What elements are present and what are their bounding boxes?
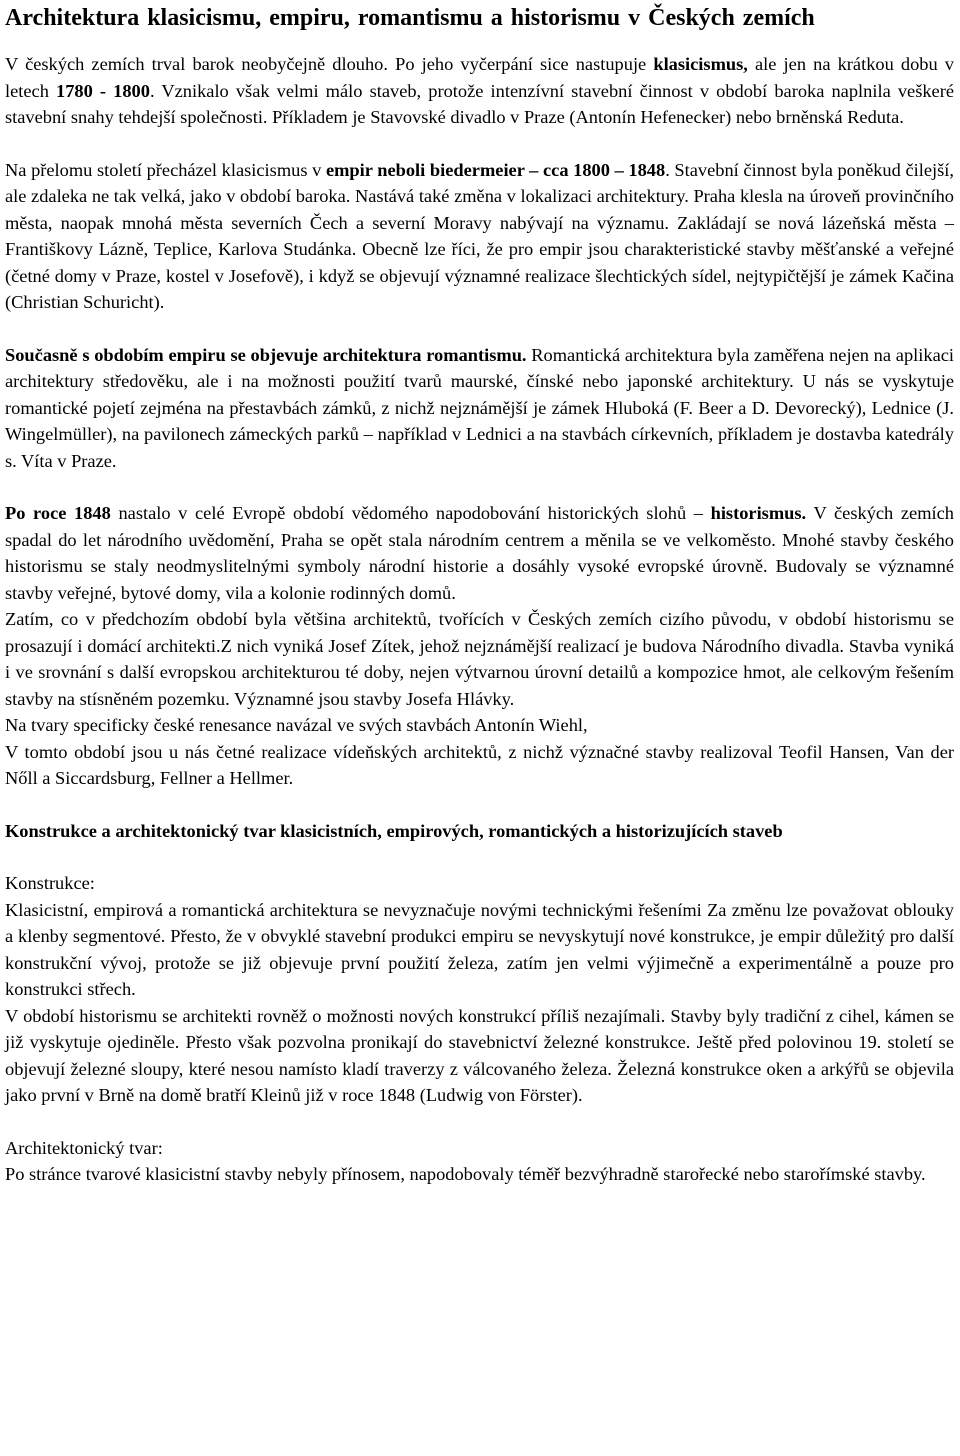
text: nastalo v celé Evropě období vědomého napodobování historických slohů – xyxy=(110,503,711,523)
bold-text: empir neboli biedermeier – cca 1800 – 1848 xyxy=(325,159,666,180)
text: V českých zemích trval barok neobyčejně dlouho. Po jeho vyčerpání sice nastupuje xyxy=(5,54,654,74)
text: . Stavební činnost byla poněkud čilejší, ale zdaleka ne tak velká, jako v období baroka. Nastává také změna v lokalizaci architektury. Praha klesla na úroveň provinčního města, naopak mnohá města severních Čech a severní Moravy nabývají na významu. Zakládají se nová lázeňská města – Františkovy Lázně, Teplice, Karlova Studánka. Obecně lze říci, že pro empir jsou charakteristické stavby měšťanské a veřejné (četné domy v Praze, kostel v Josefově), i když se objevují významné realizace šlechtických sídel, nejtypičtější je zámek Kačina (Christian Schuricht). xyxy=(5,159,954,312)
section-heading-text: Konstrukce a architektonický tvar klasicistních, empirových, romantických a historizujících staveb xyxy=(5,820,783,841)
paragraph-historismus xyxy=(5,500,954,606)
paragraph-wiehl: Na tvary specificky české renesance navázal ve svých stavbách Antonín Wiehl, xyxy=(5,715,588,735)
text: V českých zemích spadal do let národního uvědomění, Praha se opět stala národním centrem a měnila se ve velkoměsto. Mnohé stavby českého historismu se staly neodmyslitelnými symboly národní historie a dosáhly vysoké evropské úrovně. Budovaly se významné stavby veřejné, bytové domy, vila a kolonie rodinných domů. xyxy=(5,503,954,603)
paragraph-empir xyxy=(5,157,954,316)
paragraph-konstrukce-historismus: V období historismu se architekti rovněž o možnosti nových konstrukcí příliš nezajímali. Stavby byly tradiční z cihel, kámen se již vyskytuje ojediněle. Přesto však pozvolna pronikají do stavebnictví železné konstrukce. Ještě před polovinou 19. století se objevují železné sloupy, které nesou namísto kladí traverzy z válcovaného železa. Železná konstrukce oken a arkýřů se objevila jako první v Brně na domě bratří Kleinů již v roce 1848 (Ludwig von Förster). xyxy=(5,1005,954,1105)
bold-text: Po roce 1848 xyxy=(5,503,111,523)
bold-text: klasicismus, xyxy=(653,54,748,74)
text: ale jen na krátkou dobu v letech xyxy=(5,54,954,101)
subheading-konstrukce: Konstrukce: xyxy=(5,873,95,893)
paragraph-romantismus xyxy=(5,342,954,475)
paragraph-klasicismus xyxy=(5,51,954,131)
paragraph-videnssti-architekti: V tomto období jsou u nás četné realizace vídeňských architektů, z nichž význačné stavby realizoval Teofil Hansen, Van der Nőll a Siccardsburg, Fellner a Hellmer. xyxy=(5,741,954,788)
bold-text: 1780 - 1800 xyxy=(56,80,150,101)
bold-text: Současně s obdobím empiru se objevuje architektura romantismu. xyxy=(5,344,527,365)
page-title: Architektura klasicismu, empiru, romantismu a historismu v Českých zemích xyxy=(5,5,815,31)
bold-text: historismus. xyxy=(710,503,807,523)
section-heading-konstrukce xyxy=(5,818,954,845)
subheading-architektonicky-tvar: Architektonický tvar: xyxy=(5,1137,163,1158)
text: . Vznikalo však velmi málo staveb, protože intenzívní stavební činnost v období baroka naplnila veškeré stavební snahy tehdejší společnosti. Příkladem je Stavovské divadlo v Praze (Antonín Hefenecker) nebo brněnská Reduta. xyxy=(5,80,955,127)
paragraph-konstrukce-klasicismus: Klasicistní, empirová a romantická architektura se nevyznačuje novými technickými řešeními Za změnu lze považovat oblouky a klenby segmentové. Přesto, že v obvyklé stavební produkci empiru se nevyskytují nové konstrukce, je empir důležitý pro další konstrukční vývoj, protože se již objevuje první použití železa, zatím jen velmi výjimečně a experimentálně a pouze pro konstrukci střech. xyxy=(5,899,954,999)
paragraph-tvar: Po stránce tvarové klasicistní stavby nebyly přínosem, napodobovaly téměř bezvýhradně starořecké nebo starořímské stavby. xyxy=(5,1164,926,1184)
text: Romantická architektura byla zaměřena nejen na aplikaci architektury středověku, ale i na možnosti použití tvarů maurské, čínské nebo japonské architektury. U nás se vyskytuje romantické pojetí zejména na přestavbách zámků, z nichž nejznámější je zámek Hluboká (F. Beer a D. Devorecký), Lednice (J. Wingelmüller), na pavilonech zámeckých parků – například v Lednici a na stavbách církevních, příkladem je dostavba katedrály s. Víta v Praze. xyxy=(5,344,955,471)
text: Na přelomu století přecházel klasicismus v xyxy=(5,159,326,180)
paragraph-domaci-architekti: Zatím, co v předchozím období byla většina architektů, tvořících v Českých zemích cizího původu, v období historismu se prosazují i domácí architekti.Z nich vyniká Josef Zítek, jehož nejznámější realizací je budova Národního divadla. Stavba vyniká i ve srovnání s další evropskou architekturou té doby, nejen výtvarnou úrovní detailů a kompozice hmot, ale celkovým řešením stavby na stísněném pozemku. Významné jsou stavby Josefa Hlávky. xyxy=(5,609,954,709)
